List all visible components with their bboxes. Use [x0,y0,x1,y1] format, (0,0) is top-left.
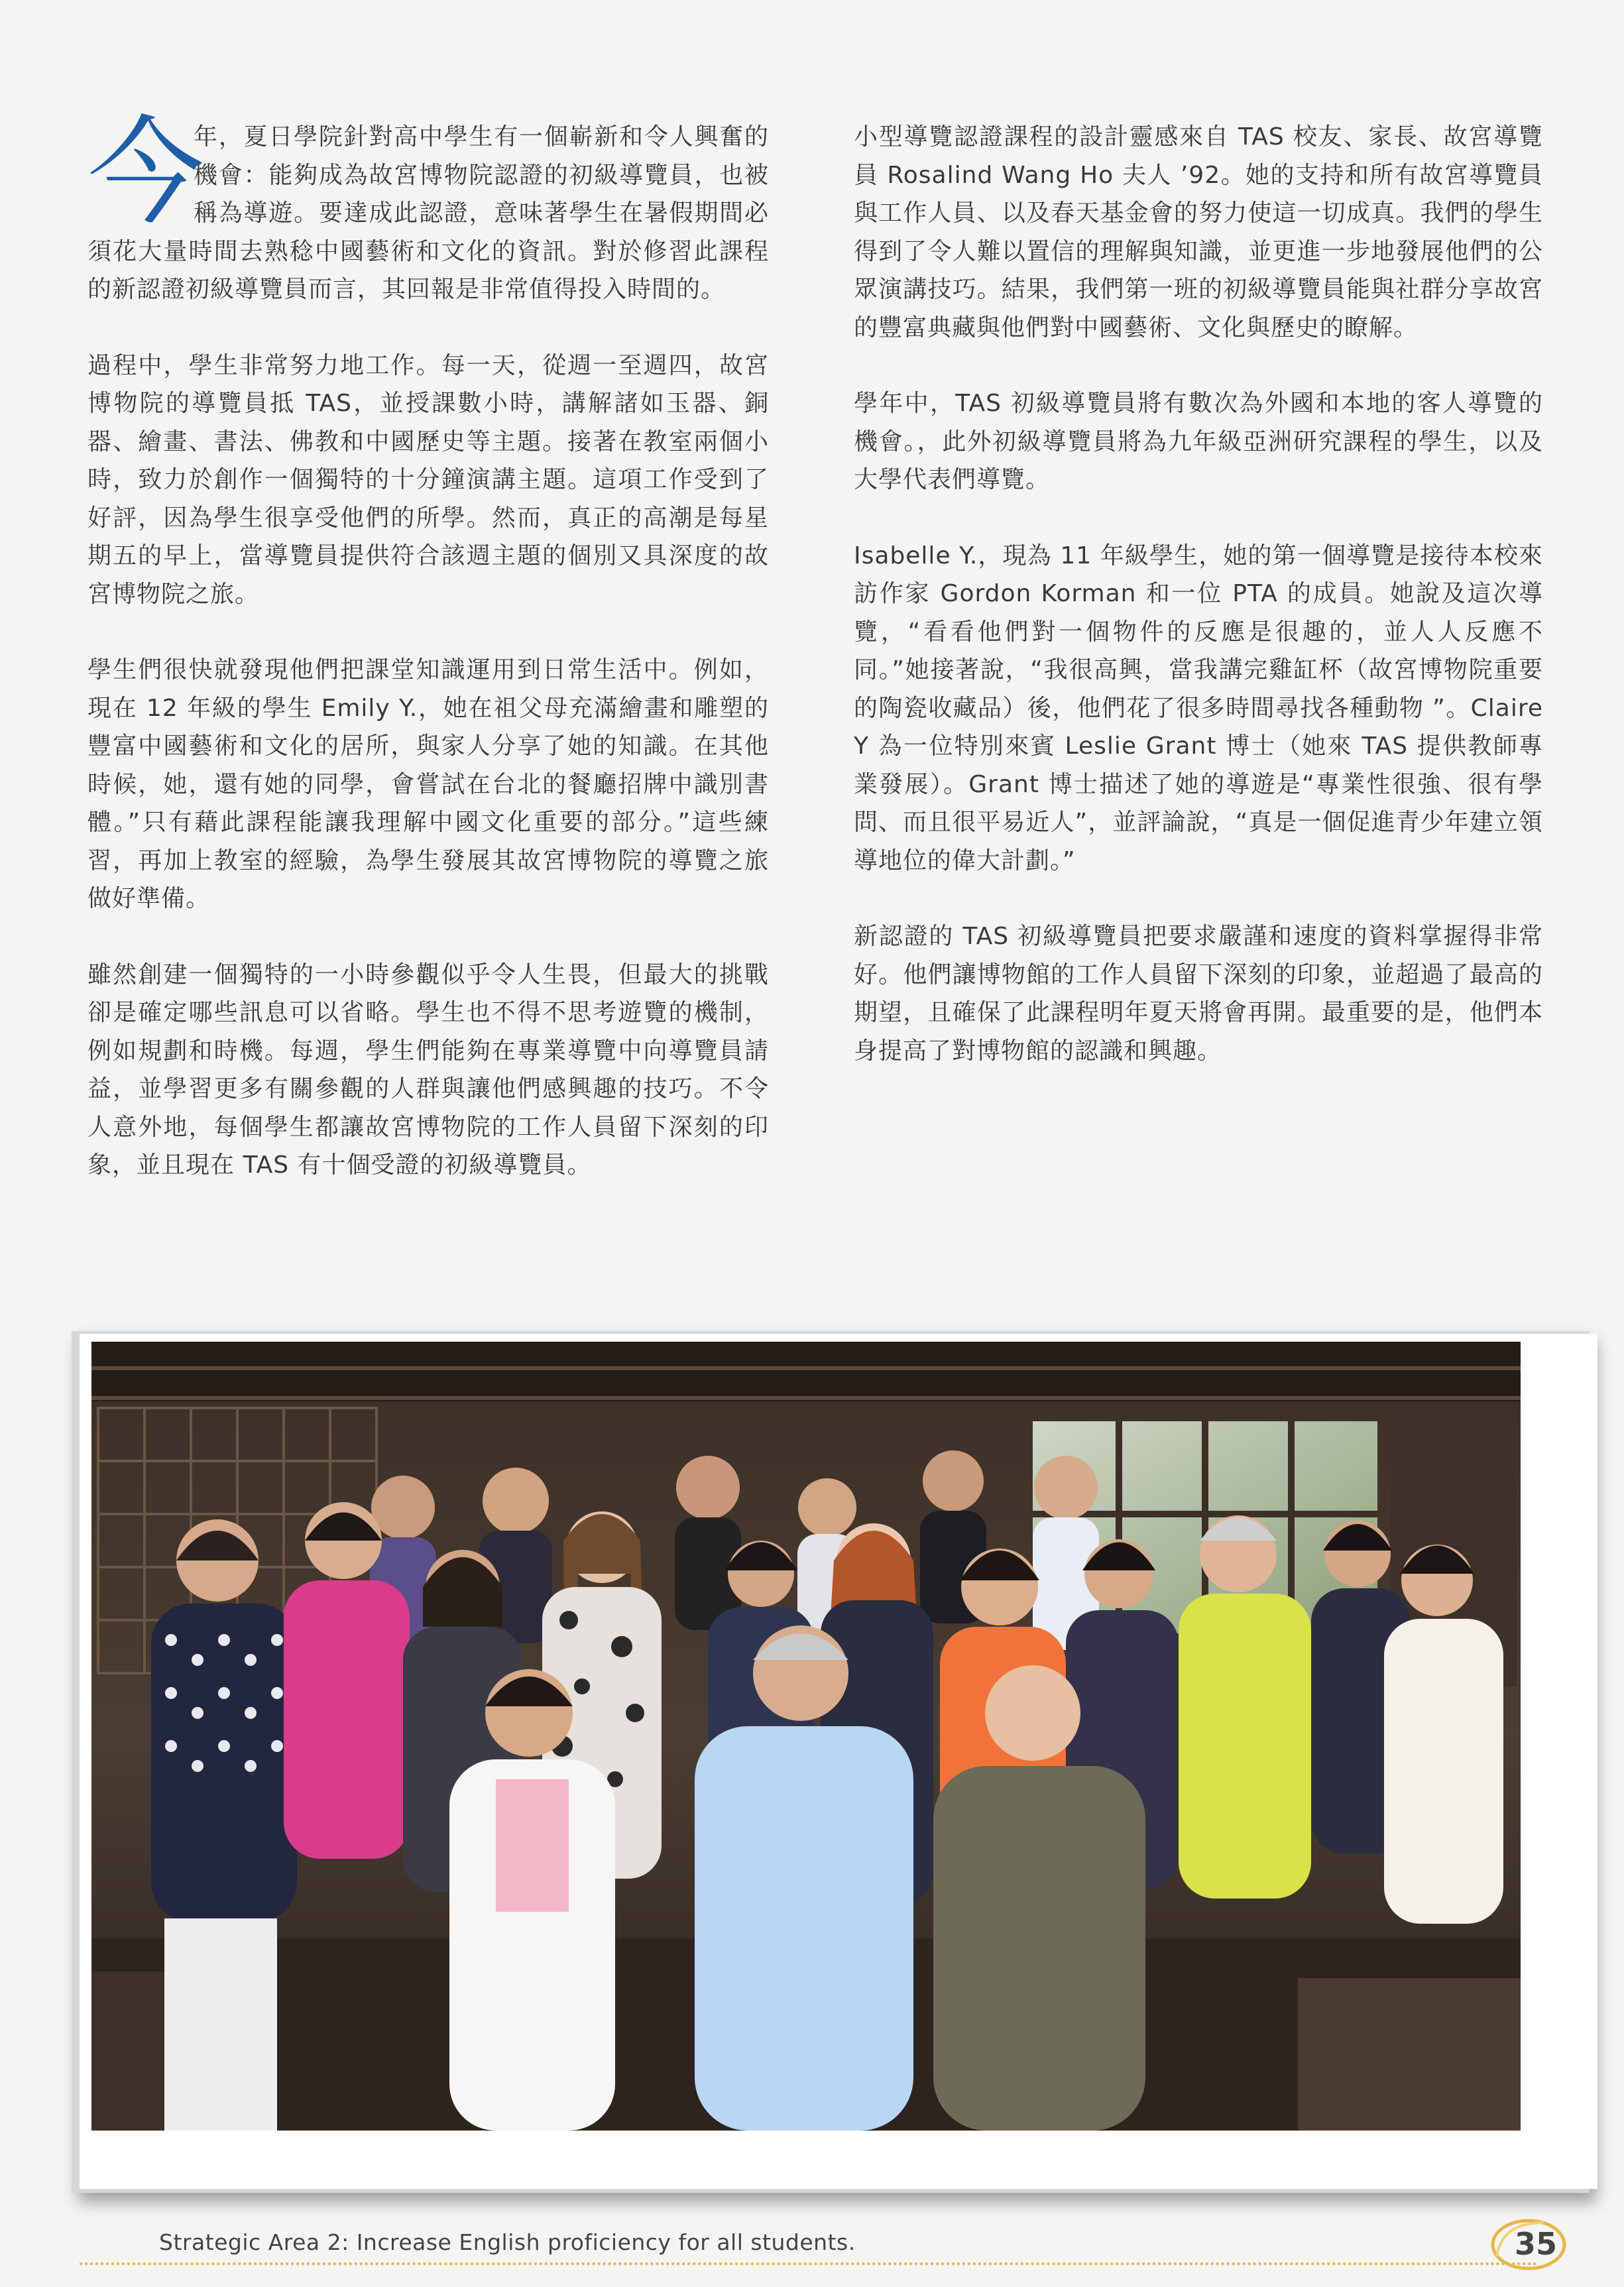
right-column [854,118,1543,1108]
group-photo-icon [91,1342,1521,2131]
intro-text: 年，夏日學院針對高中學生有一個嶄新和令人興奮的機會：能夠成為故宮博物院認證的初級導覽員，也被稱為導遊。要達成此認證，意味著學生在暑假期間必須花大量時間去熟稔中國藝術和文化的資訊。對於修習此課程的新認證初級導覽員而言，其回報是非常值得投入時間的。 [87,123,769,303]
process-paragraph: 過程中，學生非常努力地工作。每一天，從週一至週四，故宮博物院的導覽員抵 TAS，並授課數小時，講解諸如玉器、銅器、繪畫、書法、佛教和中國歷史等主題。接著在教室兩個小時，致力於創作一個獨特的十分鐘演講主題。這項工作受到了好評，因為學生很享受他們的所學。然而，真正的高潮是每星期五的早上，當導覽員提供符合該週主題的個別又具深度的故宮博物院之旅。 [87,351,769,608]
testimonial-paragraph: Isabelle Y.，現為 11 年級學生，她的第一個導覽是接待本校來訪作家 Gordon Korman 和一位 PTA 的成員。她說及這次導覽，“看看他們對一個物件的反應是很趣的，並人人反應不同。”她接著說，“我很高興，當我講完雞缸杯（故宮博物院重要的陶瓷收藏品）後，他們花了很多時間尋找各種動物 ”。Claire Y 為一位特別來賓 Leslie Grant 博士（她來 TAS 提供教師專業發展）。Grant 博士描述了她的導遊是“專業性很強、很有學問、而且很平易近人”，並評論說，“真是一個促進青少年建立領導地位的偉大計劃。” [854,542,1543,874]
challenge-paragraph: 雖然創建一個獨特的一小時參觀似乎令人生畏，但最大的挑戰卻是確定哪些訊息可以省略。學生也不得不思考遊覽的機制，例如規劃和時機。每週，學生們能夠在專業導覽中向導覽員請益，並學習更多有關參觀的人群與讓他們感興趣的技巧。不令人意外地，每個學生都讓故宮博物院的工作人員留下深刻的印象，並且現在 TAS 有十個受證的初級導覽員。 [87,961,769,1179]
intro-paragraph [87,105,769,309]
inspiration-paragraph: 小型導覽認證課程的設計靈感來自 TAS 校友、家長、故宮導覽員 Rosalind Wang Ho 夫人 ’92。她的支持和所有故宮導覽員與工作人員、以及春天基金會的努力使這一切成真。我們的學生得到了令人難以置信的理解與知識，並更進一步地發展他們的公眾演講技巧。結果，我們第一班的初級導覽員能與社群分享故宮的豐富典藏與他們對中國藝術、文化與歷史的瞭解。 [854,123,1543,341]
drop-cap: 今 [87,105,205,241]
footer-strategic-area: Strategic Area 2: Increase English proficiency for all students. [159,2229,856,2255]
school-year-paragraph: 學年中，TAS 初級導覽員將有數次為外國和本地的客人導覽的機會。，此外初級導覽員將為九年級亞洲研究課程的學生，以及大學代表們導覽。 [854,390,1543,493]
group-photo [91,1342,1521,2131]
footer-dotted-rule [80,2262,1538,2265]
conclusion-paragraph: 新認證的 TAS 初級導覽員把要求嚴謹和速度的資料掌握得非常好。他們讓博物館的工作人員留下深刻的印象，並超過了最高的期望，且確保了此課程明年夏天將會再開。最重要的是，他們本身提高了對博物館的認識和興趣。 [854,923,1543,1065]
application-paragraph: 學生們很快就發現他們把課堂知識運用到日常生活中。例如，現在 12 年級的學生 Emily Y.，她在祖父母充滿繪畫和雕塑的豐富中國藝術和文化的居所，與家人分享了她的知識。在其他時候，她，還有她的同學，會嘗試在台北的餐廳招牌中識別書體。”只有藉此課程能讓我理解中國文化重要的部分。”這些練習，再加上教室的經驗，為學生發展其故宮博物院的導覽之旅做好準備。 [87,656,769,912]
left-column [87,105,769,1222]
page-number: 35 [1514,2226,1557,2262]
